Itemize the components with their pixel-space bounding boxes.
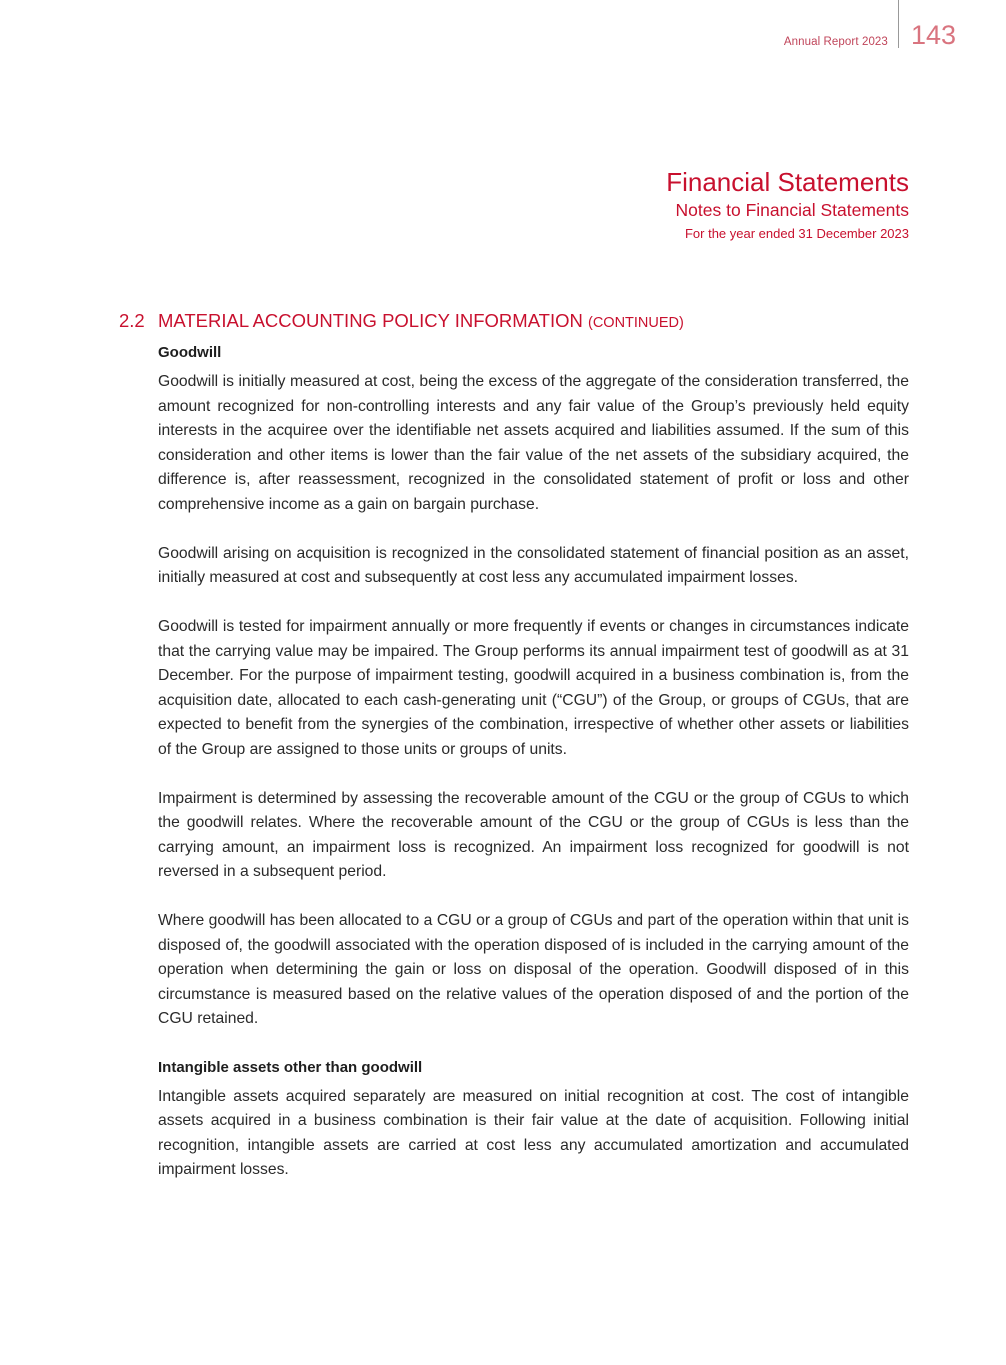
running-header — [784, 0, 956, 52]
section-continued: (CONTINUED) — [588, 315, 684, 331]
section-heading — [119, 310, 684, 332]
goodwill-paragraph: Goodwill arising on acquisition is recognized in the consolidated statement of financial position as an asset, initially measured at cost and subsequently at cost less any accumulated impairment losses. — [158, 544, 909, 586]
section-title: MATERIAL ACCOUNTING POLICY INFORMATION — [158, 310, 583, 331]
header-divider — [898, 0, 899, 48]
goodwill-paragraph: Impairment is determined by assessing the recoverable amount of the CGU or the group of CGUs to which the goodwill relates. Where the recoverable amount of the CGU or the group of CGUs is less than the carrying amount, an impairment loss is recognized. An impairment loss recognized for goodwill is not reversed in a subsequent period. — [158, 789, 909, 880]
page-subtitle: Notes to Financial Statements — [675, 200, 909, 220]
report-label: Annual Report 2023 — [783, 36, 888, 48]
title-block — [666, 166, 909, 245]
page-title: Financial Statements — [666, 167, 909, 197]
intangibles-heading: Intangible assets other than goodwill — [158, 1058, 423, 1076]
notes-content — [158, 341, 909, 1183]
section-number: 2.2 — [119, 310, 145, 331]
intangibles-paragraph: Intangible assets acquired separately are measured on initial recognition at cost. The cost of intangible assets acquired in a business combination is their fair value at the date of acquisition. Following initial recognition, intangible assets are carried at cost less any accumulated amortization and accumulated impairment losses. — [158, 1087, 909, 1178]
goodwill-paragraph: Goodwill is tested for impairment annually or more frequently if events or changes in circumstances indicate that the carrying value may be impaired. The Group performs its annual impairment test of goodwill as at 31 December. For the purpose of impairment testing, goodwill acquired in a business combination is, from the acquisition date, allocated to each cash-generating unit (“CGU”) of the Group, or groups of CGUs, that are expected to benefit from the synergies of the combination, irrespective of whether other assets or liabilities of the Group are assigned to those units or groups of units. — [158, 618, 909, 758]
goodwill-paragraph: Where goodwill has been allocated to a CGU or a group of CGUs and part of the operation within that unit is disposed of, the goodwill associated with the operation disposed of is included in the carrying amount of the operation when determining the gain or loss on disposal of the operation. Goodwill disposed of in this circumstance is measured based on the relative values of the operation disposed of and the portion of the CGU retained. — [158, 912, 909, 1027]
goodwill-paragraph: Goodwill is initially measured at cost, being the excess of the aggregate of the consideration transferred, the amount recognized for non-controlling interests and any fair value of the Group’s previously held equity interests in the acquiree over the identifiable net assets acquired and liabilities assumed. If the sum of this consideration and other items is lower than the fair value of the net assets of the subsidiary acquired, the difference is, after reassessment, recognized in the consolidated statement of profit or loss and other comprehensive income as a gain on bargain purchase. — [158, 373, 909, 513]
reporting-period: For the year ended 31 December 2023 — [684, 226, 909, 241]
goodwill-heading: Goodwill — [158, 344, 222, 361]
page-number: 143 — [910, 20, 956, 50]
